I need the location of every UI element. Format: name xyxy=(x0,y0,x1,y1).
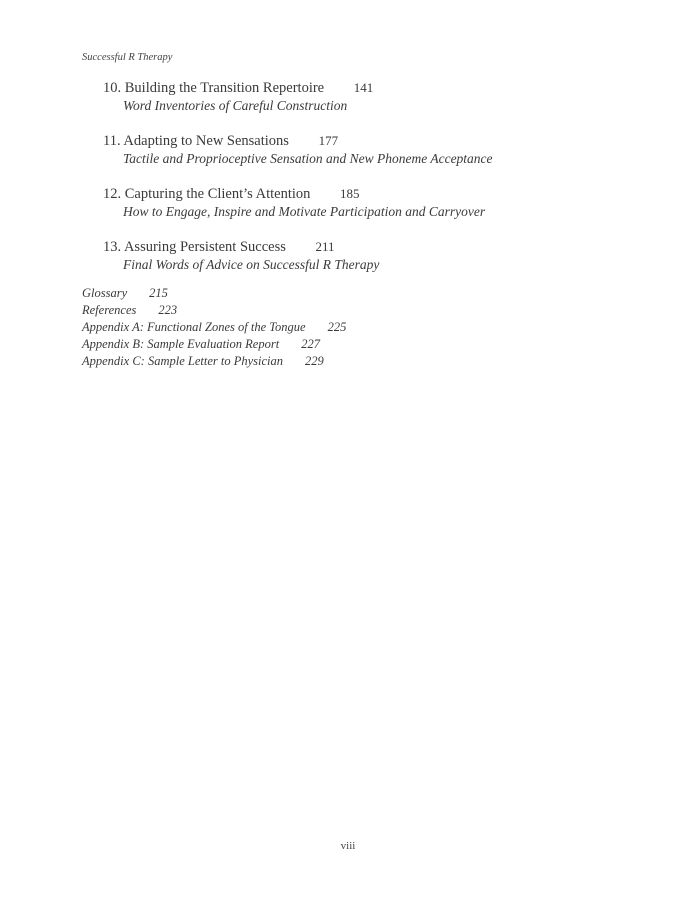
chapter-title: Adapting to New Sensations xyxy=(123,133,289,149)
chapter-subtitle: How to Engage, Inspire and Motivate Participation and Carryover xyxy=(123,204,486,219)
back-matter-page-number: 225 xyxy=(327,320,347,334)
chapter-number: 10. xyxy=(103,80,122,96)
back-matter-page-number: 223 xyxy=(158,303,178,317)
chapter-heading-line xyxy=(103,238,663,256)
chapter-subtitle: Tactile and Proprioceptive Sensation and New Phoneme Acceptance xyxy=(123,151,493,166)
back-matter-title: References xyxy=(82,303,137,317)
chapter-title: Assuring Persistent Success xyxy=(123,239,286,255)
chapter-title: Capturing the Client’s Attention xyxy=(124,186,311,202)
back-matter-title: Glossary xyxy=(82,286,128,300)
chapter-heading-line xyxy=(103,79,663,97)
chapter-number: 11. xyxy=(103,133,121,149)
back-matter-list xyxy=(82,285,582,370)
back-matter-page-number: 229 xyxy=(305,354,324,368)
toc-entry-appendix-a[interactable] xyxy=(82,319,582,336)
chapter-number: 12. xyxy=(103,186,122,202)
chapter-page-number: 141 xyxy=(353,80,374,95)
toc-entry-glossary[interactable] xyxy=(82,285,582,302)
toc-entry-chapter-10[interactable] xyxy=(103,79,663,115)
back-matter-page-number: 227 xyxy=(301,337,320,351)
chapter-page-number: 177 xyxy=(318,133,339,148)
chapter-heading-line xyxy=(103,132,663,150)
chapter-number: 13. xyxy=(103,239,122,255)
chapter-subtitle: Final Words of Advice on Successful R Therapy xyxy=(123,257,380,272)
chapter-heading-line xyxy=(103,185,663,203)
back-matter-title: Appendix B: Sample Evaluation Report xyxy=(82,337,280,351)
toc-entry-chapter-12[interactable] xyxy=(103,185,663,221)
back-matter-title: Appendix A: Functional Zones of the Tongue xyxy=(82,320,306,334)
toc-entry-appendix-c[interactable] xyxy=(82,353,582,370)
toc-entry-appendix-b[interactable] xyxy=(82,336,582,353)
back-matter-title: Appendix C: Sample Letter to Physician xyxy=(82,354,284,368)
chapter-page-number: 185 xyxy=(340,186,360,201)
toc-entry-references[interactable] xyxy=(82,302,582,319)
toc-entry-chapter-13[interactable] xyxy=(103,238,663,274)
chapter-page-number: 211 xyxy=(315,239,335,254)
chapter-title: Building the Transition Repertoire xyxy=(124,80,325,96)
page-folio: viii xyxy=(340,840,356,852)
chapter-list xyxy=(103,79,663,291)
toc-entry-chapter-11[interactable] xyxy=(103,132,663,168)
back-matter-page-number: 215 xyxy=(149,286,168,300)
chapter-subtitle: Word Inventories of Careful Construction xyxy=(123,98,348,113)
running-head: Successful R Therapy xyxy=(82,52,173,63)
